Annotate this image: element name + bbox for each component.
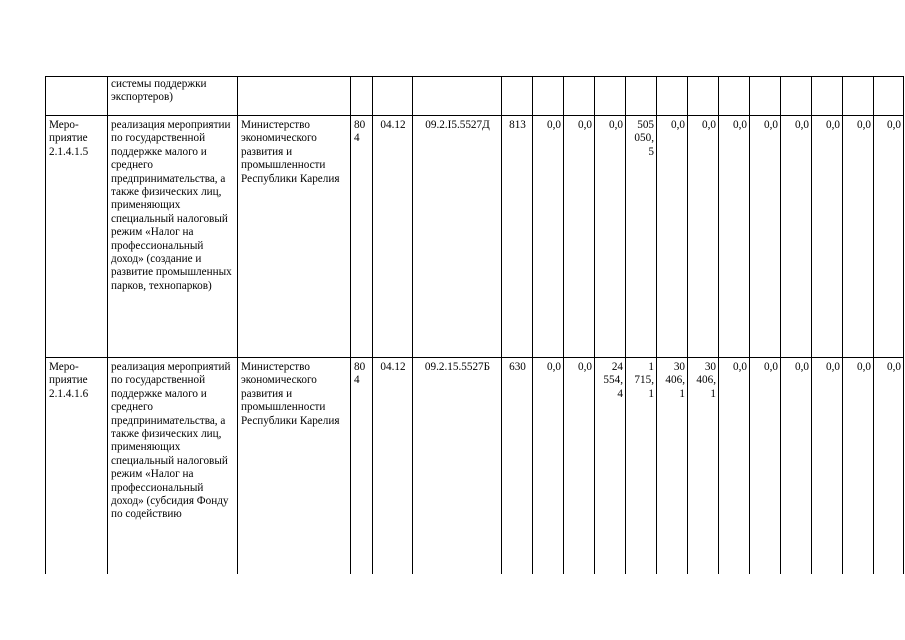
cell-amount: 30 406, 1 — [688, 358, 719, 575]
table-row-continuation — [46, 77, 904, 116]
cell-amount: 0,0 — [812, 116, 843, 358]
cell-measure-id: Меро- приятие 2.1.4.1.6 — [46, 358, 108, 575]
cell-amount: 0,0 — [688, 116, 719, 358]
cell-amount: 0,0 — [719, 116, 750, 358]
cell-target-article: 09.2.15.5527Б — [413, 358, 502, 575]
cell-grbs: 80 4 — [351, 116, 373, 358]
cell-executor: Министерство экономического развития и промышленности Республики Карелия — [238, 358, 351, 575]
cell-amount: 0,0 — [750, 116, 781, 358]
cell-name: системы поддержки экспортеров) — [108, 77, 238, 116]
cell-measure-name: реализация мероприятии по государственной поддержке малого и среднего предпринимательства, а также физических лиц, применяющих специальный налоговый режим «Налог на профессиональный доход» (создание и развитие промышленных парков, технопарков) — [108, 116, 238, 358]
cell-section: 04.12 — [373, 358, 413, 575]
document-page — [45, 76, 904, 574]
cell-expense-type: 630 — [502, 358, 533, 575]
cell-amount: 0,0 — [564, 358, 595, 575]
cell-amount: 0,0 — [595, 116, 626, 358]
cell-amount: 0,0 — [657, 116, 688, 358]
cell-amount: 0,0 — [750, 358, 781, 575]
budget-table — [45, 76, 904, 574]
cell-target-article: 09.2.I5.5527Д — [413, 116, 502, 358]
cell-amount: 0,0 — [719, 358, 750, 575]
cell-amount: 0,0 — [781, 116, 812, 358]
cell-id — [46, 77, 108, 116]
cell-amount: 0,0 — [564, 116, 595, 358]
cell-amount: 0,0 — [843, 358, 874, 575]
table-row — [46, 116, 904, 358]
cell-amount: 24 554, 4 — [595, 358, 626, 575]
cell-amount: 0,0 — [781, 358, 812, 575]
cell-section: 04.12 — [373, 116, 413, 358]
cell-amount: 0,0 — [843, 116, 874, 358]
cell-amount: 0,0 — [874, 358, 904, 575]
cell-measure-id: Меро- приятие 2.1.4.1.5 — [46, 116, 108, 358]
cell-amount: 1 715, 1 — [626, 358, 657, 575]
cell-amount: 0,0 — [533, 358, 564, 575]
cell-amount: 505 050, 5 — [626, 116, 657, 358]
cell-amount: 0,0 — [533, 116, 564, 358]
cell-measure-name: реализация мероприятий по государственной поддержке малого и среднего предпринимательства, а также физических лиц, применяющих специальный налоговый режим «Налог на профессиональный доход» (субсидия Фонду по содействию — [108, 358, 238, 575]
cell-amount: 30 406, 1 — [657, 358, 688, 575]
cell-amount: 0,0 — [812, 358, 843, 575]
cell-expense-type: 813 — [502, 116, 533, 358]
table-row — [46, 358, 904, 575]
cell-amount: 0,0 — [874, 116, 904, 358]
cell-executor: Министерство экономического развития и промышленности Республики Карелия — [238, 116, 351, 358]
cell-grbs: 80 4 — [351, 358, 373, 575]
